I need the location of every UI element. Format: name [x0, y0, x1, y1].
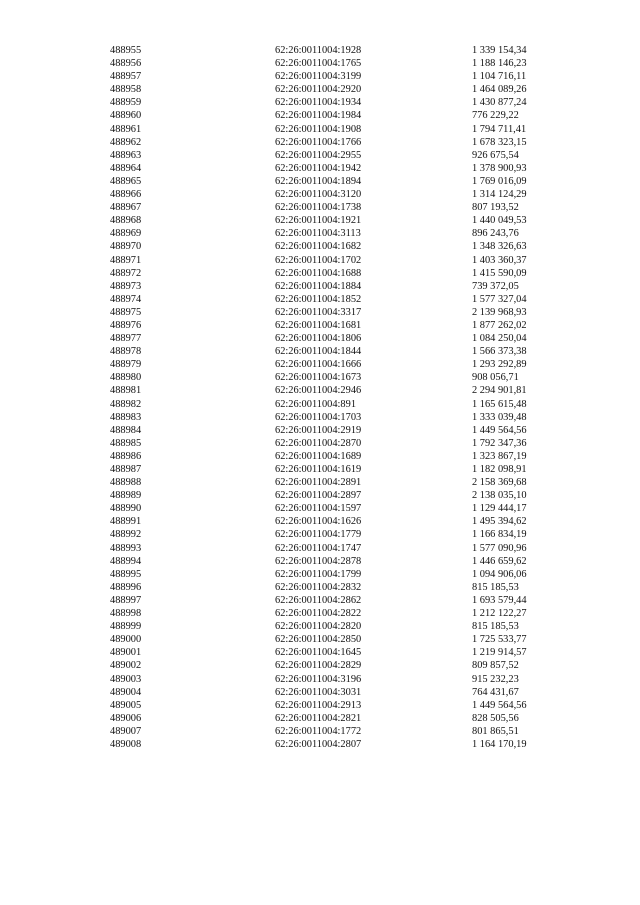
cadastral-number-cell: 62:26:0011004:1597: [275, 503, 362, 515]
cadastral-number-cell: 62:26:0011004:1894: [275, 175, 362, 187]
row-number-cell: 489007: [110, 725, 142, 737]
row-number-cell: 488996: [110, 581, 142, 593]
value-cell: 1 378 900,93: [472, 162, 527, 174]
table-row: [0, 70, 640, 83]
value-cell: 809 857,52: [472, 660, 519, 672]
row-number-cell: 488956: [110, 58, 142, 70]
row-number-cell: 488965: [110, 175, 142, 187]
row-number-cell: 488997: [110, 594, 142, 606]
cadastral-number-cell: 62:26:0011004:2820: [275, 621, 362, 633]
row-number-cell: 488961: [110, 123, 142, 135]
value-cell: 1 212 122,27: [472, 608, 527, 620]
value-cell: 1 188 146,23: [472, 58, 527, 70]
value-cell: 739 372,05: [472, 280, 519, 292]
cadastral-number-cell: 62:26:0011004:1765: [275, 58, 362, 70]
row-number-cell: 489001: [110, 647, 142, 659]
value-cell: 915 232,23: [472, 673, 519, 685]
table-row: [0, 594, 640, 607]
row-number-cell: 488998: [110, 608, 142, 620]
value-cell: 1 794 711,41: [472, 123, 527, 135]
table-row: [0, 502, 640, 515]
cadastral-number-cell: 62:26:0011004:1844: [275, 346, 362, 358]
table-row: [0, 280, 640, 293]
value-cell: 1 415 590,09: [472, 267, 527, 279]
cadastral-number-cell: 62:26:0011004:1984: [275, 110, 362, 122]
cadastral-number-cell: 62:26:0011004:1645: [275, 647, 362, 659]
value-cell: 1 693 579,44: [472, 594, 527, 606]
cadastral-number-cell: 62:26:0011004:2829: [275, 660, 362, 672]
row-number-cell: 488992: [110, 529, 142, 541]
table-row: [0, 83, 640, 96]
cadastral-number-cell: 62:26:0011004:891: [275, 398, 357, 410]
cadastral-number-cell: 62:26:0011004:1673: [275, 372, 362, 384]
value-cell: 2 138 035,10: [472, 490, 527, 502]
value-cell: 1 314 124,29: [472, 189, 527, 201]
cadastral-number-cell: 62:26:0011004:2913: [275, 699, 362, 711]
cadastral-number-cell: 62:26:0011004:1921: [275, 215, 362, 227]
row-number-cell: 488957: [110, 71, 142, 83]
row-number-cell: 488981: [110, 385, 142, 397]
table-row: [0, 293, 640, 306]
cadastral-number-cell: 62:26:0011004:1619: [275, 464, 362, 475]
table-row: [0, 646, 640, 659]
cadastral-number-cell: 62:26:0011004:1806: [275, 333, 362, 345]
table-row: [0, 371, 640, 384]
value-cell: 1 725 533,77: [472, 634, 527, 646]
cadastral-number-cell: 62:26:0011004:2807: [275, 738, 362, 750]
cadastral-number-cell: 62:26:0011004:1738: [275, 202, 362, 214]
table-row: [0, 738, 640, 751]
cadastral-number-cell: 62:26:0011004:1747: [275, 542, 362, 554]
cadastral-number-cell: 62:26:0011004:2862: [275, 594, 362, 606]
row-number-cell: 488960: [110, 110, 142, 122]
cadastral-number-cell: 62:26:0011004:2946: [275, 385, 362, 397]
value-cell: 1 164 170,19: [472, 738, 527, 750]
cadastral-number-cell: 62:26:0011004:2822: [275, 608, 362, 620]
table-row: [0, 542, 640, 555]
table-row: [0, 332, 640, 345]
value-cell: 1 449 564,56: [472, 699, 527, 711]
table-row: [0, 424, 640, 437]
value-cell: 2 139 968,93: [472, 306, 527, 318]
row-number-cell: 488970: [110, 241, 142, 253]
cadastral-number-cell: 62:26:0011004:2891: [275, 477, 362, 489]
value-cell: 1 339 154,34: [472, 45, 527, 56]
row-number-cell: 488973: [110, 280, 142, 292]
row-number-cell: 488994: [110, 555, 142, 567]
value-cell: 1 094 906,06: [472, 568, 527, 580]
table-row: [0, 345, 640, 358]
cadastral-number-cell: 62:26:0011004:1766: [275, 136, 362, 148]
value-cell: 1 678 323,15: [472, 136, 527, 148]
table-row: [0, 384, 640, 397]
table-row: [0, 581, 640, 594]
row-number-cell: 488962: [110, 136, 142, 148]
row-number-cell: 488963: [110, 149, 142, 161]
value-cell: 815 185,53: [472, 581, 519, 593]
cadastral-number-cell: 62:26:0011004:1666: [275, 359, 362, 371]
value-cell: 1 769 016,09: [472, 175, 527, 187]
cadastral-number-cell: 62:26:0011004:1772: [275, 725, 362, 737]
value-cell: 1 129 444,17: [472, 503, 527, 515]
cadastral-number-cell: 62:26:0011004:1682: [275, 241, 362, 253]
row-number-cell: 489000: [110, 634, 142, 646]
table-row: [0, 149, 640, 162]
row-number-cell: 488975: [110, 306, 142, 318]
row-number-cell: 488971: [110, 254, 142, 266]
row-number-cell: 488989: [110, 490, 142, 502]
value-cell: 1 577 327,04: [472, 293, 527, 305]
row-number-cell: 488988: [110, 477, 142, 489]
row-number-cell: 488990: [110, 503, 142, 515]
table-row: [0, 450, 640, 463]
table-row: [0, 411, 640, 424]
table-row: [0, 227, 640, 240]
row-number-cell: 488976: [110, 319, 142, 331]
cadastral-number-cell: 62:26:0011004:2897: [275, 490, 362, 502]
value-cell: 1 792 347,36: [472, 437, 527, 449]
cadastral-number-cell: 62:26:0011004:1689: [275, 450, 362, 462]
cadastral-number-cell: 62:26:0011004:2955: [275, 149, 362, 161]
row-number-cell: 489008: [110, 738, 142, 750]
row-number-cell: 488959: [110, 97, 142, 109]
row-number-cell: 489003: [110, 673, 142, 685]
row-number-cell: 488966: [110, 189, 142, 201]
data-table: [0, 44, 640, 751]
cadastral-number-cell: 62:26:0011004:2821: [275, 712, 362, 724]
table-row: [0, 607, 640, 620]
value-cell: 1 333 039,48: [472, 411, 527, 423]
table-row: [0, 188, 640, 201]
cadastral-number-cell: 62:26:0011004:2832: [275, 581, 362, 593]
cadastral-number-cell: 62:26:0011004:1934: [275, 97, 362, 109]
row-number-cell: 488967: [110, 202, 142, 214]
cadastral-number-cell: 62:26:0011004:1779: [275, 529, 362, 541]
value-cell: 1 464 089,26: [472, 84, 527, 96]
table-row: [0, 463, 640, 476]
table-row: [0, 136, 640, 149]
row-number-cell: 488995: [110, 568, 142, 580]
row-number-cell: 488982: [110, 398, 142, 410]
table-row: [0, 725, 640, 738]
table-row: [0, 57, 640, 70]
cadastral-number-cell: 62:26:0011004:1884: [275, 280, 362, 292]
value-cell: 1 577 090,96: [472, 542, 527, 554]
table-row: [0, 568, 640, 581]
row-number-cell: 489005: [110, 699, 142, 711]
value-cell: 1 495 394,62: [472, 516, 527, 528]
cadastral-number-cell: 62:26:0011004:3113: [275, 228, 361, 240]
value-cell: 1 166 834,19: [472, 529, 527, 541]
row-number-cell: 488986: [110, 450, 142, 462]
value-cell: 1 566 373,38: [472, 346, 527, 358]
cadastral-number-cell: 62:26:0011004:3317: [275, 306, 362, 318]
value-cell: 828 505,56: [472, 712, 519, 724]
table-row: [0, 109, 640, 122]
row-number-cell: 488983: [110, 411, 142, 423]
row-number-cell: 488974: [110, 293, 142, 305]
row-number-cell: 489006: [110, 712, 142, 724]
cadastral-number-cell: 62:26:0011004:1626: [275, 516, 362, 528]
table-row: [0, 489, 640, 502]
cadastral-number-cell: 62:26:0011004:1688: [275, 267, 362, 279]
table-row: [0, 44, 640, 57]
cadastral-number-cell: 62:26:0011004:2919: [275, 424, 362, 436]
cadastral-number-cell: 62:26:0011004:1908: [275, 123, 362, 135]
value-cell: 1 104 716,11: [472, 71, 527, 83]
table-row: [0, 515, 640, 528]
row-number-cell: 488955: [110, 45, 142, 56]
row-number-cell: 488978: [110, 346, 142, 358]
value-cell: 815 185,53: [472, 621, 519, 633]
value-cell: 1 182 098,91: [472, 464, 527, 475]
value-cell: 807 193,52: [472, 202, 519, 214]
table-row: [0, 686, 640, 699]
row-number-cell: 488977: [110, 333, 142, 345]
value-cell: 1 219 914,57: [472, 647, 527, 659]
table-row: [0, 358, 640, 371]
table-row: [0, 240, 640, 253]
table-row: [0, 673, 640, 686]
value-cell: 908 056,71: [472, 372, 519, 384]
value-cell: 1 449 564,56: [472, 424, 527, 436]
table-row: [0, 319, 640, 332]
value-cell: 1 430 877,24: [472, 97, 527, 109]
row-number-cell: 489002: [110, 660, 142, 672]
table-row: [0, 659, 640, 672]
value-cell: 764 431,67: [472, 686, 519, 698]
value-cell: 1 084 250,04: [472, 333, 527, 345]
cadastral-number-cell: 62:26:0011004:1852: [275, 293, 362, 305]
table-row: [0, 699, 640, 712]
cadastral-number-cell: 62:26:0011004:1702: [275, 254, 362, 266]
table-row: [0, 201, 640, 214]
table-row: [0, 254, 640, 267]
row-number-cell: 488985: [110, 437, 142, 449]
cadastral-number-cell: 62:26:0011004:2870: [275, 437, 362, 449]
cadastral-number-cell: 62:26:0011004:3199: [275, 71, 362, 83]
row-number-cell: 488964: [110, 162, 142, 174]
table-row: [0, 175, 640, 188]
value-cell: 1 440 049,53: [472, 215, 527, 227]
row-number-cell: 488958: [110, 84, 142, 96]
value-cell: 776 229,22: [472, 110, 519, 122]
value-cell: 1 293 292,89: [472, 359, 527, 371]
row-number-cell: 488987: [110, 464, 142, 475]
cadastral-number-cell: 62:26:0011004:2850: [275, 634, 362, 646]
table-row: [0, 123, 640, 136]
cadastral-number-cell: 62:26:0011004:3196: [275, 673, 362, 685]
row-number-cell: 488972: [110, 267, 142, 279]
value-cell: 896 243,76: [472, 228, 519, 240]
table-row: [0, 267, 640, 280]
row-number-cell: 488980: [110, 372, 142, 384]
row-number-cell: 488968: [110, 215, 142, 227]
value-cell: 1 348 326,63: [472, 241, 527, 253]
table-row: [0, 528, 640, 541]
value-cell: 926 675,54: [472, 149, 519, 161]
row-number-cell: 488969: [110, 228, 142, 240]
cadastral-number-cell: 62:26:0011004:1942: [275, 162, 362, 174]
value-cell: 1 165 615,48: [472, 398, 527, 410]
table-row: [0, 96, 640, 109]
value-cell: 1 877 262,02: [472, 319, 527, 331]
table-row: [0, 476, 640, 489]
value-cell: 2 158 369,68: [472, 477, 527, 489]
table-row: [0, 437, 640, 450]
row-number-cell: 489004: [110, 686, 142, 698]
value-cell: 1 323 867,19: [472, 450, 527, 462]
row-number-cell: 488993: [110, 542, 142, 554]
cadastral-number-cell: 62:26:0011004:2878: [275, 555, 362, 567]
table-row: [0, 214, 640, 227]
value-cell: 1 446 659,62: [472, 555, 527, 567]
table-row: [0, 162, 640, 175]
row-number-cell: 488991: [110, 516, 142, 528]
cadastral-number-cell: 62:26:0011004:1928: [275, 45, 362, 56]
cadastral-number-cell: 62:26:0011004:3031: [275, 686, 362, 698]
table-row: [0, 398, 640, 411]
table-row: [0, 555, 640, 568]
table-row: [0, 306, 640, 319]
row-number-cell: 488979: [110, 359, 142, 371]
row-number-cell: 488984: [110, 424, 142, 436]
table-row: [0, 620, 640, 633]
cadastral-number-cell: 62:26:0011004:2920: [275, 84, 362, 96]
row-number-cell: 488999: [110, 621, 142, 633]
cadastral-number-cell: 62:26:0011004:3120: [275, 189, 362, 201]
cadastral-number-cell: 62:26:0011004:1799: [275, 568, 362, 580]
cadastral-number-cell: 62:26:0011004:1681: [275, 319, 362, 331]
table-row: [0, 712, 640, 725]
table-row: [0, 633, 640, 646]
cadastral-number-cell: 62:26:0011004:1703: [275, 411, 362, 423]
value-cell: 2 294 901,81: [472, 385, 527, 397]
value-cell: 1 403 360,37: [472, 254, 527, 266]
value-cell: 801 865,51: [472, 725, 519, 737]
